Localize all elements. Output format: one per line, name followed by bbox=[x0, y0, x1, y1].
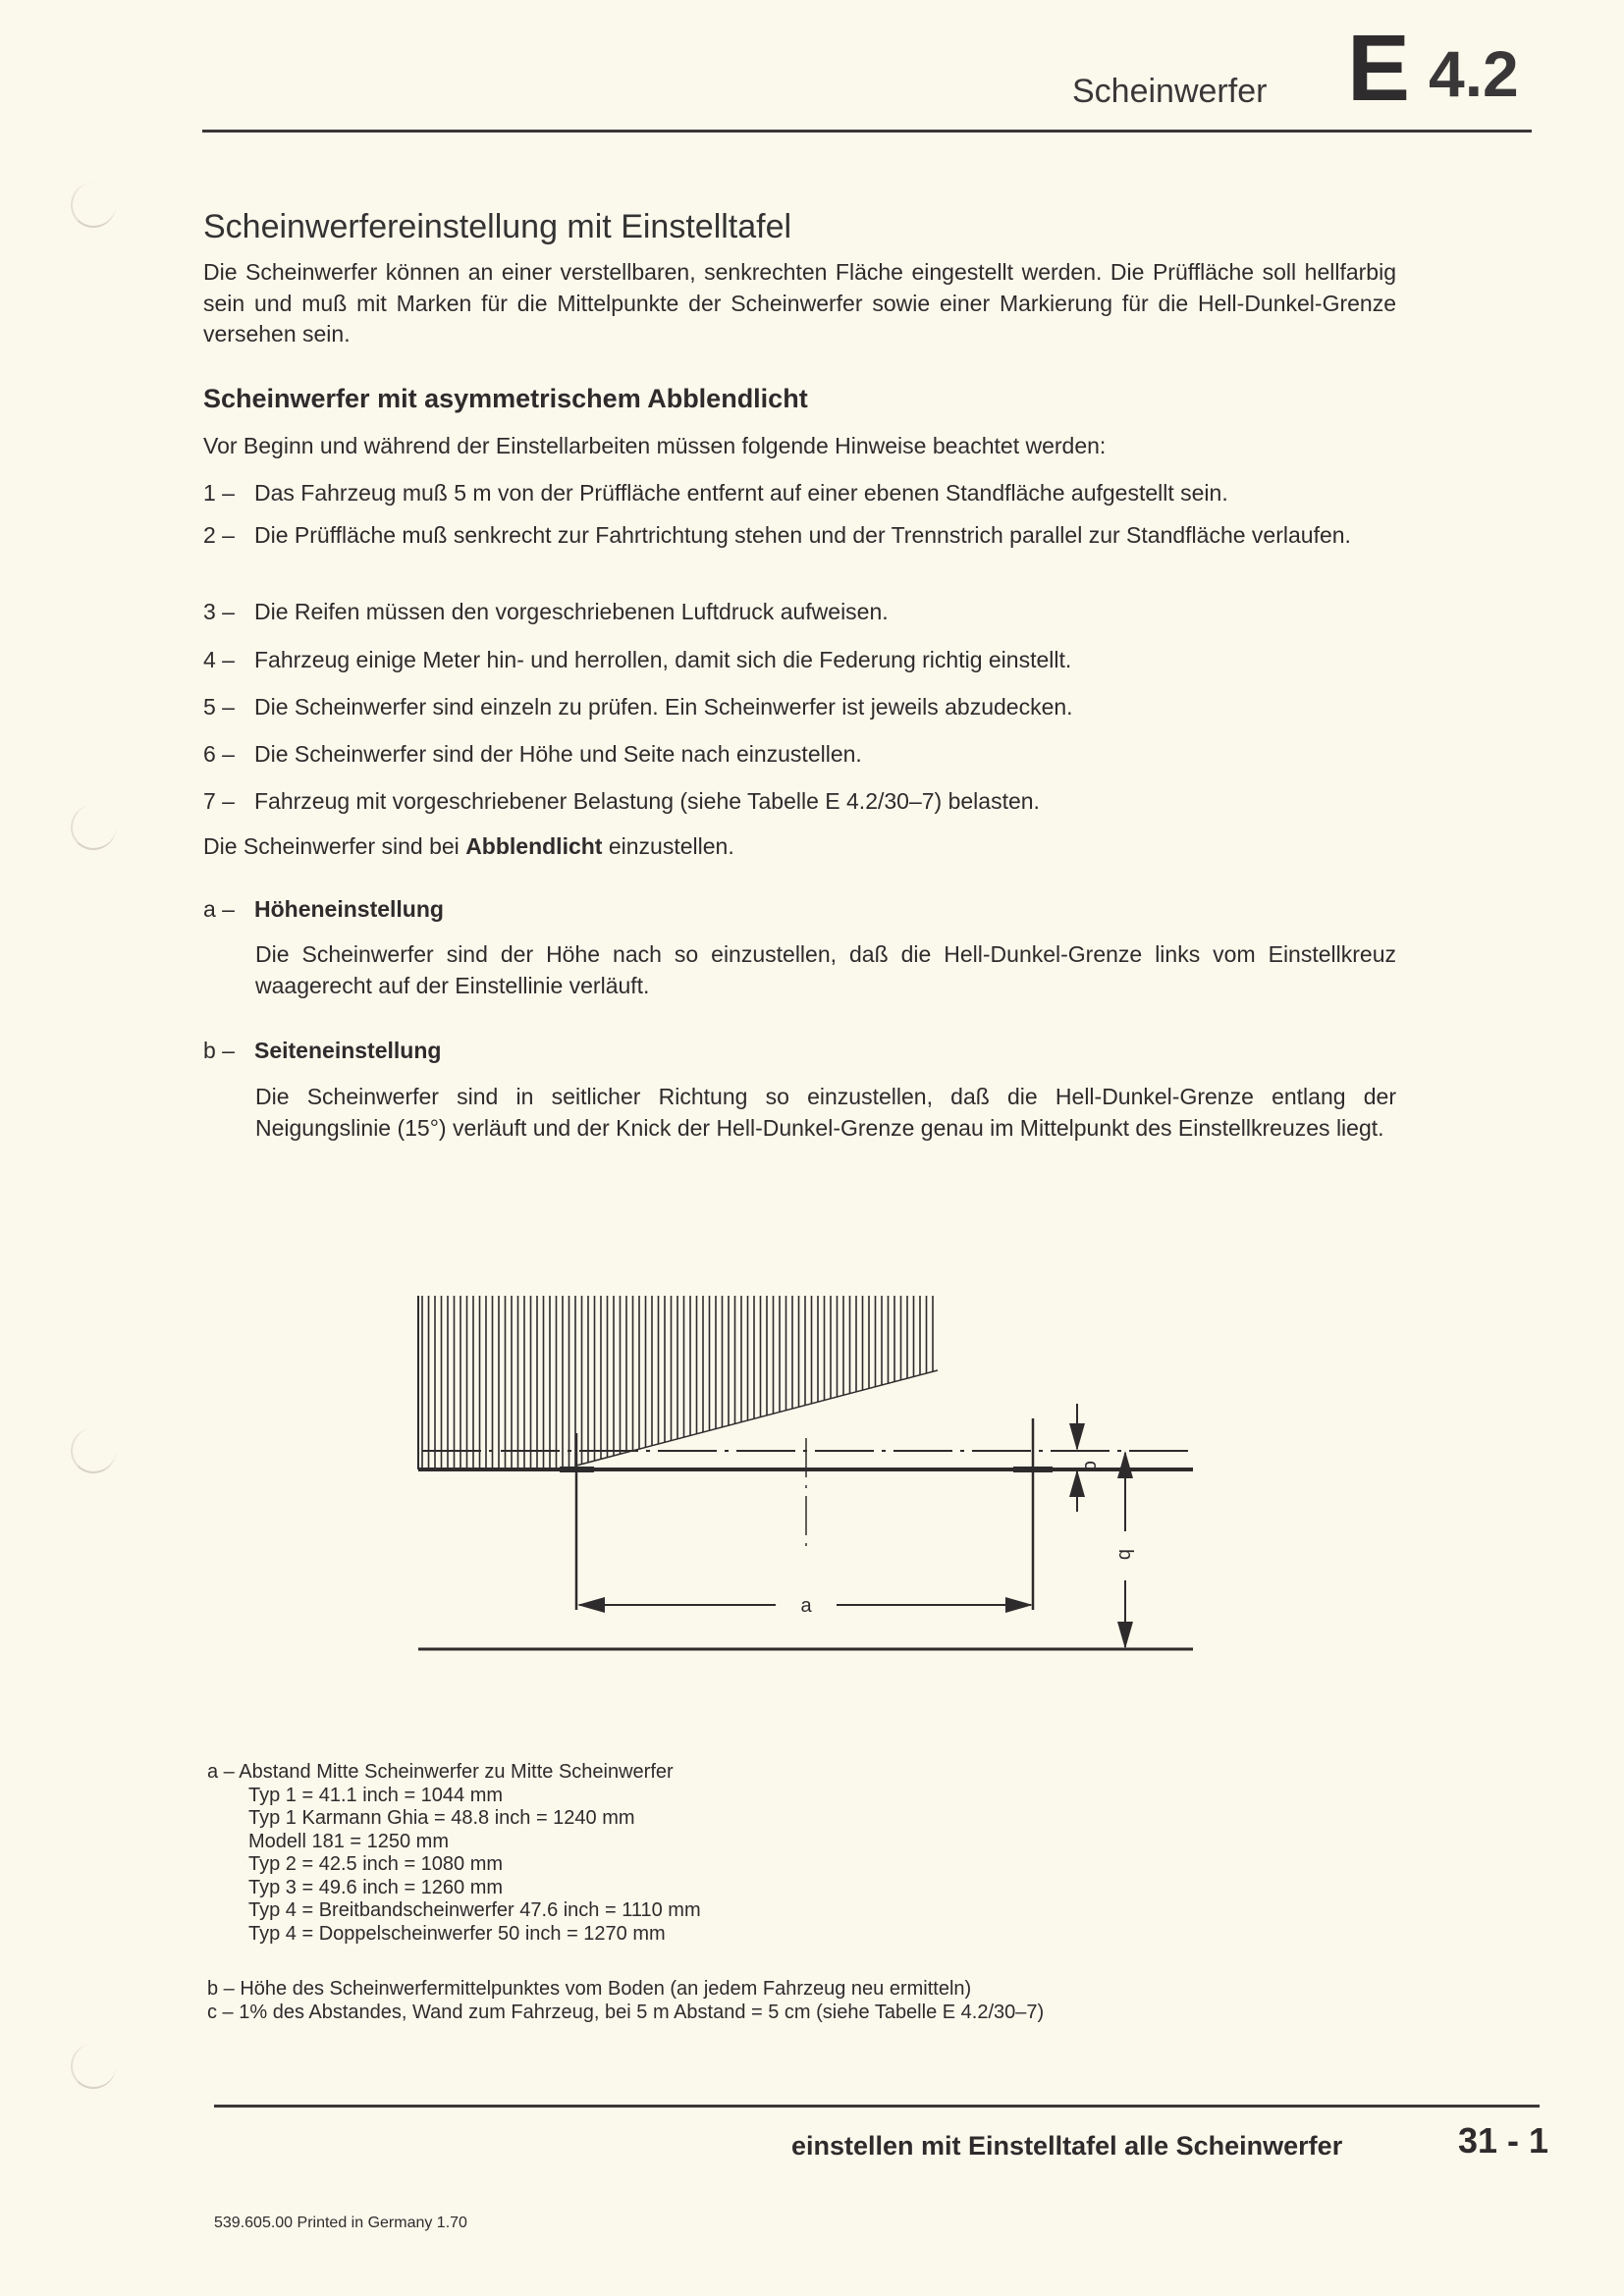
side-adjustment-text: Die Scheinwerfer sind in seitlicher Richtung so einzustellen, daß die Hell-Dunkel-Grenze entlang der Neigungslinie (15°) verläuft und der Knick der Hell-Dunkel-Grenze genau im Mittelpunkt des Einstellkreuzes liegt. bbox=[255, 1084, 1396, 1141]
page-number: 31 - 1 bbox=[1458, 2120, 1549, 2161]
step-text: Die Reifen müssen den vorgeschriebenen Luftdruck aufweisen. bbox=[254, 599, 889, 624]
footer-caption: einstellen mit Einstelltafel alle Scheinwerfer bbox=[791, 2131, 1343, 2161]
dark-zone-hatching bbox=[422, 1296, 933, 1469]
step-text: Die Scheinwerfer sind der Höhe und Seite nach einzustellen. bbox=[254, 741, 862, 767]
dimension-b-label: b bbox=[1114, 1549, 1136, 1561]
subheading: Scheinwerfer mit asymmetrischem Abblendlicht bbox=[203, 384, 808, 413]
step-number: 2 – bbox=[203, 522, 235, 548]
header-section-letter: E bbox=[1347, 16, 1411, 121]
note-bold: Abblendlicht bbox=[465, 833, 603, 859]
step-text: Die Prüffläche muß senkrecht zur Fahrtrichtung stehen und der Trennstrich parallel zur Standfläche verlaufen. bbox=[254, 522, 1351, 548]
footer-rule bbox=[214, 2105, 1540, 2108]
step-number: 7 – bbox=[203, 788, 235, 814]
dimension-c-label: c bbox=[1080, 1461, 1102, 1470]
legend-a-item: Typ 4 = Breitbandscheinwerfer 47.6 inch = 1110 mm bbox=[248, 1899, 701, 1921]
legend-a-item: Typ 2 = 42.5 inch = 1080 mm bbox=[248, 1853, 504, 1875]
dimension-a-label: a bbox=[800, 1595, 812, 1617]
note-text-end: einzustellen. bbox=[602, 833, 734, 859]
label-text: Seiteneinstellung bbox=[254, 1038, 442, 1063]
step-text: Das Fahrzeug muß 5 m von der Prüffläche entfernt auf einer ebenen Standfläche aufgestellt sein. bbox=[254, 480, 1228, 506]
step-number: 5 – bbox=[203, 694, 235, 720]
legend-a-item: Typ 3 = 49.6 inch = 1260 mm bbox=[248, 1876, 504, 1898]
step-number: 6 – bbox=[203, 741, 235, 767]
legend-a: a – Abstand Mitte Scheinwerfer zu Mitte Scheinwerfer bbox=[207, 1761, 674, 1783]
legend-a-item: Typ 1 Karmann Ghia = 48.8 inch = 1240 mm bbox=[248, 1807, 635, 1829]
step-text: Fahrzeug einige Meter hin- und herrollen, damit sich die Federung richtig einstellt. bbox=[254, 647, 1072, 672]
legend-a-item: Typ 1 = 41.1 inch = 1044 mm bbox=[248, 1784, 504, 1806]
label-letter: b – bbox=[203, 1038, 235, 1063]
legend bbox=[207, 1761, 701, 1946]
step-number: 4 – bbox=[203, 647, 235, 672]
legend-a-item: Typ 4 = Doppelscheinwerfer 50 inch = 1270 mm bbox=[248, 1922, 666, 1945]
legend-c: c – 1% des Abstandes, Wand zum Fahrzeug, bei 5 m Abstand = 5 cm (siehe Tabelle E 4.2/30–7) bbox=[207, 2002, 1045, 2023]
print-info: 539.605.00 Printed in Germany 1.70 bbox=[214, 2215, 467, 2231]
header-section-title: Scheinwerfer bbox=[1072, 73, 1268, 110]
header-section-number: 4.2 bbox=[1429, 37, 1519, 110]
intro-paragraph: Die Scheinwerfer können an einer verstellbaren, senkrechten Fläche eingestellt werden. Die Prüffläche soll hellfarbig sein und muß mit Marken für die Mittelpunkte der Scheinwerfer sowie einer Markierung für die Hell-Dunkel-Grenze versehen sein. bbox=[203, 259, 1396, 347]
page-title: Scheinwerfereinstellung mit Einstelltafel bbox=[203, 208, 792, 245]
punch-hole bbox=[71, 2044, 116, 2089]
height-adjustment-text: Die Scheinwerfer sind der Höhe nach so einzustellen, daß die Hell-Dunkel-Grenze links vom Einstellkreuz waagerecht auf der Einstellinie verläuft. bbox=[255, 941, 1396, 998]
note-text: Die Scheinwerfer sind bei bbox=[203, 833, 466, 859]
legend-b: b – Höhe des Scheinwerfermittelpunktes vom Boden (an jedem Fahrzeug neu ermitteln) bbox=[207, 1978, 972, 2000]
step-text: Die Scheinwerfer sind einzeln zu prüfen. Ein Scheinwerfer ist jeweils abzudecken. bbox=[254, 694, 1073, 720]
label-letter: a – bbox=[203, 896, 235, 922]
step-number: 1 – bbox=[203, 480, 235, 506]
label-text: Höheneinstellung bbox=[254, 896, 444, 922]
step-number: 3 – bbox=[203, 599, 235, 624]
lead-text: Vor Beginn und während der Einstellarbeiten müssen folgende Hinweise beachtet werden: bbox=[203, 433, 1107, 458]
step-text: Fahrzeug mit vorgeschriebener Belastung (siehe Tabelle E 4.2/30–7) belasten. bbox=[254, 788, 1040, 814]
legend-a-item: Modell 181 = 1250 mm bbox=[248, 1830, 450, 1852]
